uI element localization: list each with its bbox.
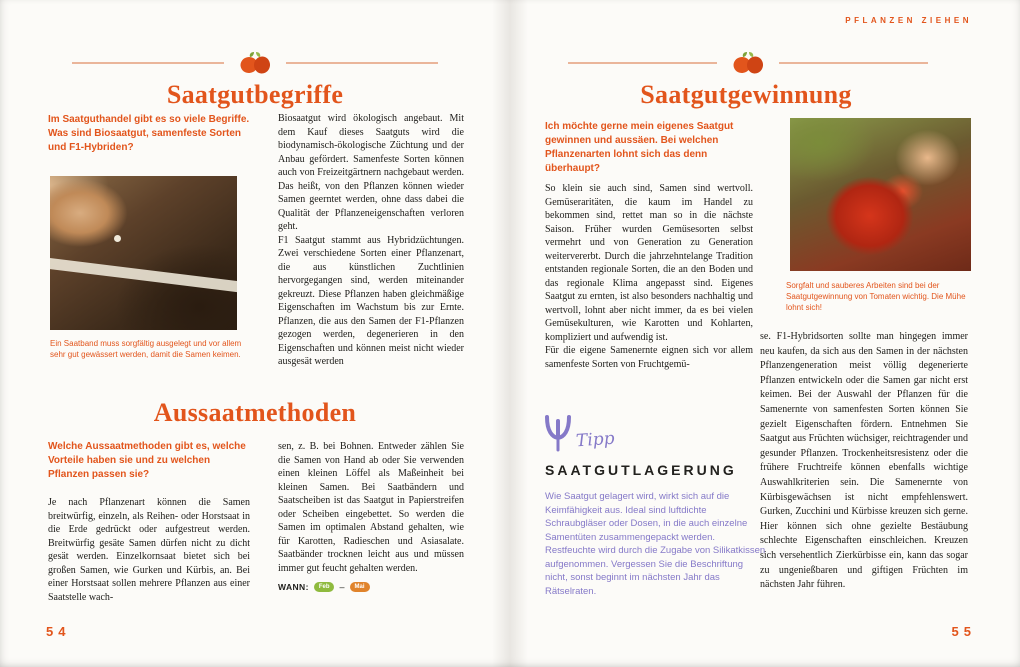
when-label: WANN:: [278, 582, 309, 592]
paragraph: Je nach Pflanzenart können die Samen breitwürfig, einzeln, als Reihen- oder Horstsaat in die Erde gedrückt oder aufgestreut werden. Breitwürfig gesäte Samen dürfen nicht zu dicht gesät werden. Einzelkornsaat bietet sich bei großen Samen, wie Gurken und Kürbis, an. Bei einer Horstsaat sollen mehrere Pflanzen aus einer Saatstelle wach-: [48, 497, 250, 603]
paragraph: Biosaatgut wird ökologisch angebaut. Mit dem Kauf dieses Saatguts wird die biodynamisch-ökologische Züchtung und der Anbau gefördert. Samenfeste Sorten können auch von Freizeitgärtnern nachgebaut werden. Das heißt, von den Pflanzen können wieder Samen geerntet werden, ohne dass dabei die Qualität der Pflanzeneigenschaften verloren geht.: [278, 113, 464, 232]
article-title-saatgutgewinnung: Saatgutgewinnung: [640, 80, 852, 109]
question-aussaatmethoden: Welche Aussaatmethoden gibt es, welche Vorteile haben sie und zu welchen Pflanzen passen sie?: [48, 441, 246, 480]
question-saatgutgewinnung: Ich möchte gerne mein eigenes Saatgut gewinnen und aussäen. Bei welchen Pflanzenarten lohnt sich das denn überhaupt?: [545, 121, 734, 174]
photo-seed-tape-in-soil: [50, 176, 237, 330]
ornament-rule-left: [568, 62, 717, 64]
tip-text: Wie Saatgut gelagert wird, wirkt sich auf die Keimfähigkeit aus. Ideal sind luftdichte Schraubgläser oder Dosen, in die auch einzelne Samentüten zusammengepackt werden. Restfeuchte wird durch die Zugabe von Silikatkissen aufgenommen. Vergessen Sie die Beschriftung nicht, sonst beginnt im nächsten Jahr das Rätselraten.: [545, 491, 766, 597]
sowing-month-badge-start: Feb: [314, 582, 335, 592]
paragraph: So klein sie auch sind, Samen sind wertvoll. Gemüseraritäten, die kaum im Handel zu bekommen sind, rettet man so in die nächste Saison. Früher wurden Gemüsesorten selbst vermehrt und von Generation zu Generation weitervererbt. Durch die jahrzehntelange Tradition entstanden regionale Sorten, die an den Boden und das regionale Klima angepasst sind. Eigenes Saatgut zu ernten, ist also besonders nachhaltig und wertvoll, lohnt aber nicht immer, da es bei vielen Gemüsekulturen, wie Karotten und Kohlarten, kompliziert und aufwendig ist.: [545, 183, 753, 343]
section-ornament: [72, 50, 438, 76]
body-column-gewinnung-left: [545, 182, 753, 371]
photo-caption-tomato: Sorgfalt und sauberes Arbeiten sind bei der Saatgutgewinnung von Tomaten wichtig. Die Mühe lohnt sich!: [786, 281, 966, 312]
ornament-rule-right: [779, 62, 928, 64]
paragraph: sen, z. B. bei Bohnen. Entweder zählen Sie die Samen von Hand ab oder Sie verwenden einen kleinen Löffel als Maßeinheit bei kleinen Samen. Bei Saatbändern und Saatscheiben ist das Saatgut in Papierstreifen oder Scheiben eingebettet. So werden die Samen im optimalen Abstand gehalten, wie für Karotten, Radieschen und Asiasalate. Saatbänder trocknen leicht aus und müssen immer gut feucht gehalten werden.: [278, 441, 464, 574]
question-saatgutbegriffe: Im Saatguthandel gibt es so viele Begriffe. Was sind Biosaatgut, samenfeste Sorten und F1-Hybriden?: [48, 114, 250, 153]
paragraph: se. F1-Hybridsorten sollte man hingegen immer neu kaufen, da sich aus den Samen in der nächsten Pflanzengeneration meist völlig degenerierte Pflanzen entwickeln oder die Samen gar nicht erst keimen. Bei der Auswahl der Pflanzen für die Samenernte von samenfesten Sorten können Sie gezielt Eigenschaften fördern. Entnehmen Sie Saatgut aus Früchten wüchsiger, reichtragender und gesunder Pflanzen. Trockenheitsresistenz oder die frühere Fruchtreife können ebenfalls wichtige Auswahlkriterien sein. Die Samenernte von Kürbisgewächsen ist nicht empfehlenswert. Gurken, Zucchini und Kürbisse kreuzen sich gerne. Hier können sich ohne gezielte Bestäubung schlechte Eigenschaften einschleichen. Kreuzen sich versehentlich Zierkürbisse ein, kann das sogar zu ungenießbaren und giftigen Früchten im nächsten Jahr führen.: [760, 331, 968, 591]
right-page: [510, 0, 1020, 667]
section-kicker: PFLANZEN ZIEHEN: [845, 16, 972, 25]
paragraph: F1 Saatgut stammt aus Hybridzüchtungen. Zwei verschiedene Sorten einer Pflanzenart, die aus künstlichen Zuchtlinien hervorgegangen sind, werden miteinander gekreuzt. Diese Pflanzen haben gleichmäßige Eigenschaften im Wachstum bis zur Ernte. Pflanzen, die aus den Samen der F1-Pflanzen gezogen werden, degenerieren in den Eigenschaften und können meist nicht wieder ausgesät werden: [278, 234, 464, 367]
sprout-tip-icon: [543, 414, 573, 463]
body-column-gewinnung-right: [760, 330, 968, 593]
photo-caption-seed-tape: Ein Saatband muss sorgfältig ausgelegt und vor allem sehr gut gewässert werden, damit die Samen keimen.: [50, 339, 242, 359]
photo-tomato-seed-harvest: [790, 118, 971, 271]
article-title-saatgutbegriffe: Saatgutbegriffe: [166, 80, 344, 109]
sowing-month-badge-end: Mai: [350, 582, 370, 592]
section-ornament: [568, 50, 928, 76]
body-column-saatgutbegriffe: [278, 112, 464, 369]
page-number-right: 55: [951, 624, 976, 639]
seed-tape-graphic: [50, 256, 237, 294]
tip-heading: SAATGUTLAGERUNG: [545, 462, 737, 478]
seed-fruits-icon: [729, 51, 767, 75]
tip-label: Tipp: [575, 428, 616, 452]
paragraph: Für die eigene Samenernte eignen sich vor allem samenfeste Sorten von Fruchtgemü-: [545, 345, 753, 370]
ornament-rule-right: [286, 62, 438, 64]
seed-fruits-icon: [236, 51, 274, 75]
article-title-aussaatmethoden: Aussaatmethoden: [153, 398, 357, 427]
body-column-aussaat-right: [278, 440, 464, 575]
ornament-rule-left: [72, 62, 224, 64]
body-column-aussaat-left: [48, 496, 250, 604]
page-number-left: 54: [46, 624, 71, 639]
sowing-time-row: [278, 582, 370, 592]
range-separator: –: [339, 582, 345, 592]
seed-graphic: [114, 235, 121, 242]
